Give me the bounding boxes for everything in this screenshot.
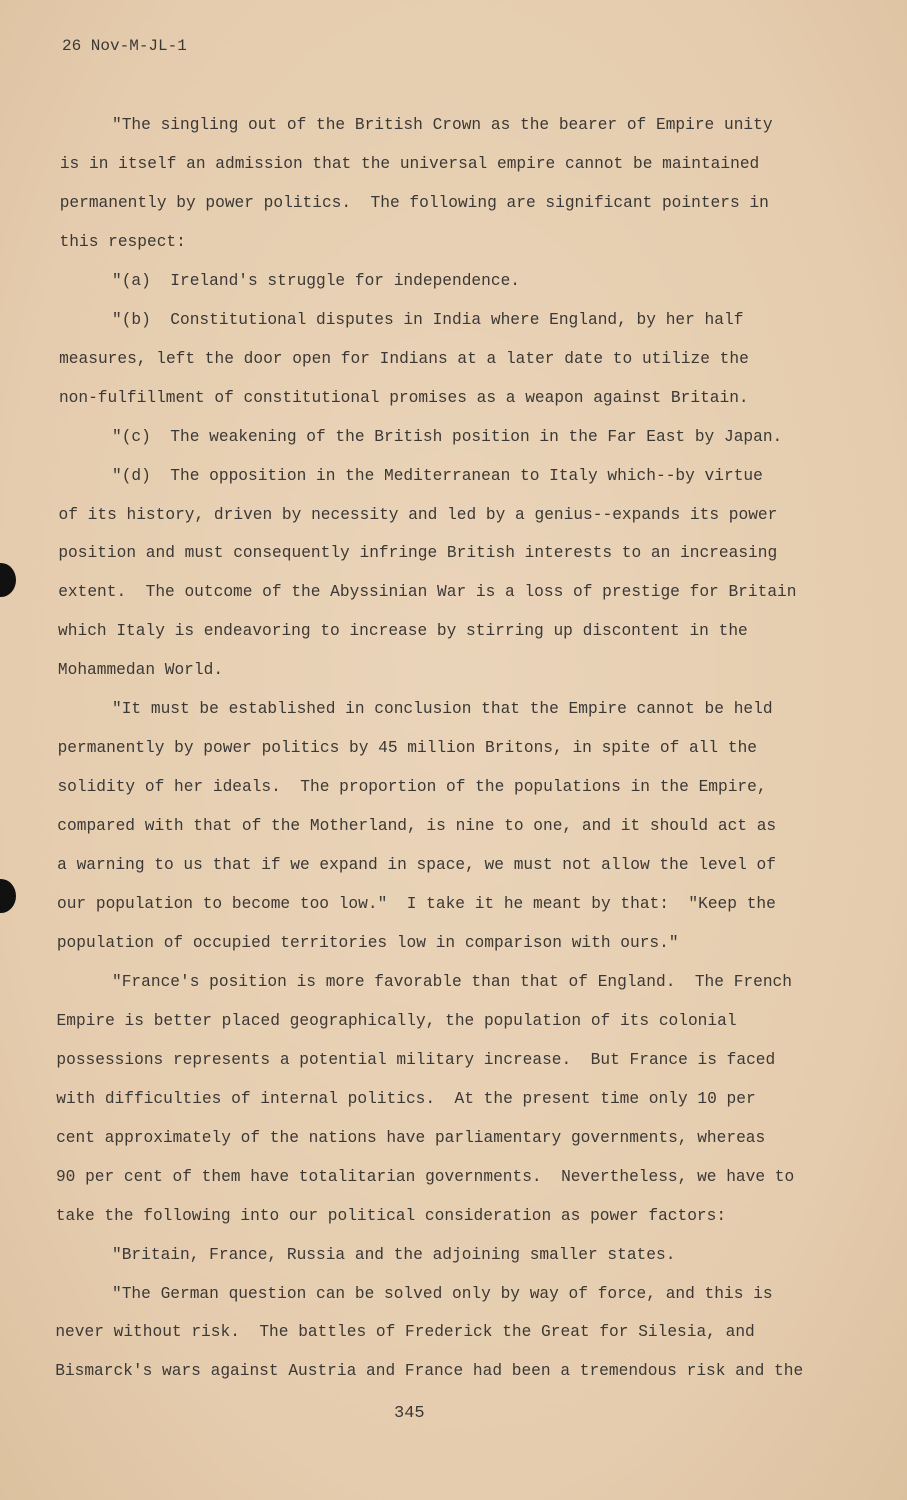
text-line: extent. The outcome of the Abyssinian War is a loss of prestige for Britain bbox=[58, 583, 797, 602]
text-line: "(b) Constitutional disputes in India where England, by her half bbox=[112, 310, 744, 329]
text-line: which Italy is endeavoring to increase by stirring up discontent in the bbox=[58, 622, 748, 641]
text-line: "(c) The weakening of the British position in the Far East by Japan. bbox=[112, 427, 783, 446]
document-reference: 26 Nov-M-JL-1 bbox=[62, 37, 187, 55]
text-line: 90 per cent of them have totalitarian governments. Nevertheless, we have to bbox=[55, 1167, 795, 1186]
text-line: is in itself an admission that the universal empire cannot be maintained bbox=[59, 154, 760, 173]
text-line: compared with that of the Motherland, is nine to one, and it should act as bbox=[57, 817, 777, 836]
text-line: with difficulties of internal politics. At the present time only 10 per bbox=[56, 1089, 756, 1108]
text-line: possessions represents a potential military increase. But France is faced bbox=[56, 1050, 776, 1069]
text-line: "(a) Ireland's struggle for independence. bbox=[112, 271, 520, 290]
text-line: our population to become too low." I take it he meant by that: "Keep the bbox=[57, 895, 776, 913]
text-line: "The singling out of the British Crown as the bearer of Empire unity bbox=[112, 116, 773, 134]
text-line: "(d) The opposition in the Mediterranean to Italy which--by virtue bbox=[112, 466, 763, 485]
text-line: "Britain, France, Russia and the adjoining smaller states. bbox=[112, 1245, 676, 1264]
page-number: 345 bbox=[394, 1404, 425, 1423]
text-line: "The German question can be solved only by way of force, and this is bbox=[112, 1284, 773, 1303]
text-line: of its history, driven by necessity and led by a genius--expands its power bbox=[58, 505, 778, 524]
text-line: this respect: bbox=[59, 232, 186, 251]
text-line: a warning to us that if we expand in space, we must not allow the level of bbox=[57, 856, 776, 875]
text-line: solidity of her ideals. The proportion of the populations in the Empire, bbox=[57, 778, 767, 797]
text-line: cent approximately of the nations have parliamentary governments, whereas bbox=[56, 1128, 766, 1147]
text-line: take the following into our political consideration as power factors: bbox=[55, 1206, 727, 1225]
text-line: measures, left the door open for Indians at a later date to utilize the bbox=[59, 349, 749, 368]
text-line: Mohammedan World. bbox=[57, 661, 224, 680]
punch-hole bbox=[0, 879, 16, 913]
text-line: "France's position is more favorable than that of England. The French bbox=[112, 972, 792, 991]
text-line: position and must consequently infringe British interests to an increasing bbox=[58, 544, 778, 563]
punch-hole bbox=[0, 563, 16, 597]
text-line: Bismarck's wars against Austria and France had been a tremendous risk and the bbox=[55, 1362, 804, 1381]
text-line: permanently by power politics by 45 million Britons, in spite of all the bbox=[57, 739, 758, 758]
text-line: non-fulfillment of constitutional promises as a weapon against Britain. bbox=[58, 388, 749, 407]
text-line: "It must be established in conclusion that the Empire cannot be held bbox=[112, 700, 773, 719]
text-line: Empire is better placed geographically, the population of its colonial bbox=[56, 1011, 737, 1030]
text-line: never without risk. The battles of Frederick the Great for Silesia, and bbox=[55, 1323, 755, 1342]
text-line: population of occupied territories low in comparison with ours." bbox=[56, 933, 679, 952]
text-line: permanently by power politics. The following are significant pointers in bbox=[59, 193, 769, 212]
